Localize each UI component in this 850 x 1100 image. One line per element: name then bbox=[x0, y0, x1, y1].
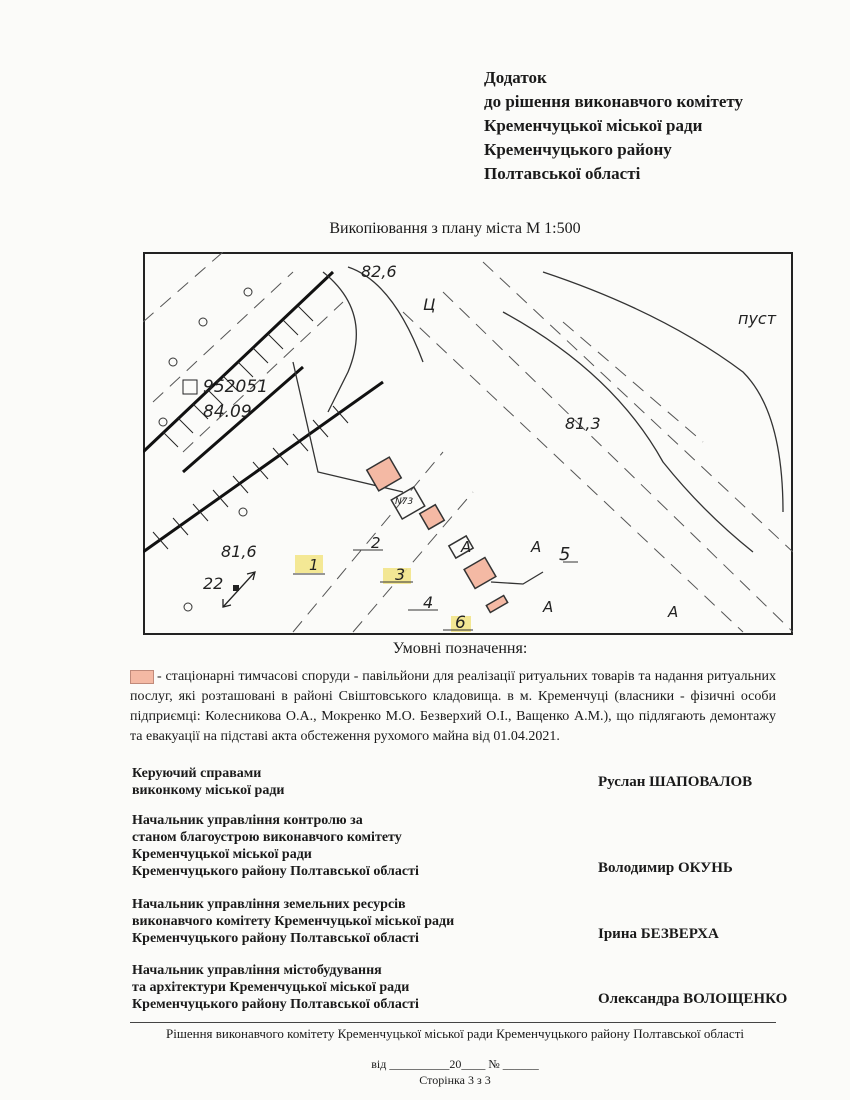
position-line: Кременчуцького району Полтавської області bbox=[132, 864, 419, 879]
signature-position bbox=[132, 962, 419, 1013]
header-line: до рішення виконавчого комітету bbox=[484, 92, 744, 111]
kiosk-3 bbox=[464, 557, 496, 588]
survey-point-marker bbox=[183, 380, 197, 394]
header-line: Кременчуцької міської ради bbox=[484, 116, 703, 135]
position-line: Керуючий справами bbox=[132, 766, 262, 781]
legend-description bbox=[130, 667, 776, 747]
legend-title: Умовні позначення: bbox=[392, 640, 528, 657]
point-code-label: 952051 bbox=[203, 377, 268, 397]
signatory-name: Ірина БЕЗВЕРХА bbox=[598, 926, 719, 942]
plot-highlights bbox=[295, 555, 471, 632]
kiosk-code-label: N73 bbox=[395, 497, 414, 507]
road-letter-label: А bbox=[461, 538, 472, 556]
header-line: Кременчуцького району bbox=[484, 140, 672, 159]
signatory-name: Олександра ВОЛОЩЕНКО bbox=[598, 991, 788, 1007]
pust-label: пуст bbox=[738, 309, 777, 328]
position-line: Начальник управління земельних ресурсів bbox=[132, 897, 406, 912]
road-letter-label: А bbox=[531, 538, 542, 556]
road-letter-label: А bbox=[668, 603, 679, 621]
signature-position bbox=[132, 812, 419, 880]
position-line: Начальник управління контролю за bbox=[132, 813, 363, 828]
kiosk-2 bbox=[420, 505, 445, 530]
header-line: Додаток bbox=[484, 68, 547, 87]
footer-text: Рішення виконавчого комітету Кременчуцької міської ради Кременчуцького району Полтавської області bbox=[166, 1026, 744, 1041]
position-line: виконавчого комітету Кременчуцької міської ради bbox=[132, 914, 455, 929]
elevation-label: 81,6 bbox=[221, 542, 257, 561]
position-line: Начальник управління містобудування bbox=[132, 963, 382, 978]
page-number: Сторінка 3 з 3 bbox=[419, 1073, 491, 1087]
signature-position bbox=[132, 896, 454, 947]
document-header bbox=[484, 66, 743, 186]
position-line: станом благоустрою виконавчого комітету bbox=[132, 830, 402, 845]
road-letter-label: А bbox=[543, 598, 554, 616]
number-label: 22 bbox=[203, 574, 224, 593]
plot-number: 2 bbox=[371, 534, 381, 552]
boundary-curves bbox=[293, 267, 783, 552]
date-number-line: від __________20____ № ______ bbox=[371, 1057, 539, 1071]
signatory-name: Володимир ОКУНЬ bbox=[598, 860, 733, 876]
plot-number: 4 bbox=[423, 593, 434, 612]
position-line: Кременчуцького району Полтавської області bbox=[132, 931, 419, 946]
footer-divider bbox=[130, 1022, 776, 1023]
city-plan-map bbox=[143, 252, 793, 635]
kiosk-1 bbox=[367, 457, 402, 491]
signature-position bbox=[132, 765, 284, 799]
elevation-label: 82,6 bbox=[361, 262, 397, 281]
plot-number: 5 bbox=[559, 544, 571, 565]
header-line: Полтавської області bbox=[484, 164, 641, 183]
footer-meta bbox=[0, 1056, 850, 1088]
kiosk-buildings bbox=[367, 457, 508, 612]
position-line: Кременчуцької міської ради bbox=[132, 847, 312, 862]
tree-symbols bbox=[159, 288, 252, 611]
plot-number: 3 bbox=[395, 565, 406, 584]
plot-number: 1 bbox=[309, 556, 319, 574]
position-line: Кременчуцького району Полтавської області bbox=[132, 997, 419, 1012]
plot-number: 6 bbox=[455, 613, 466, 633]
road-edges bbox=[143, 272, 383, 552]
kiosk-4 bbox=[486, 596, 507, 613]
point-elevation-label: 84.09 bbox=[203, 402, 252, 422]
signatory-name: Руслан ШАПОВАЛОВ bbox=[598, 774, 753, 790]
plan-title: Викопіювання з плану міста М 1:500 bbox=[329, 220, 581, 237]
plot-number-ticks bbox=[293, 550, 578, 630]
legend-text: - стаціонарні тимчасові споруди - павільйони для реалізації ритуальних товарів та надання ритуальних послуг, які розташовані в районі Свіштовського кладовища. в м. Кременчуці (власники - фізичні особи підприємці: Колесникова О.А., Мокренко М.О. Безверхий О.І., Ващенко А.М.), що підлягають демонтажу та евакуації на підставі акта обстеження рухомого майна від 01.04.2021. bbox=[130, 669, 776, 744]
position-line: виконкому міської ради bbox=[132, 783, 285, 798]
kiosk-legend-swatch bbox=[130, 670, 154, 684]
letter-label: Ц bbox=[423, 295, 436, 314]
elevation-label: 81,3 bbox=[565, 414, 601, 433]
position-line: та архітектури Кременчуцької міської ради bbox=[132, 980, 410, 995]
